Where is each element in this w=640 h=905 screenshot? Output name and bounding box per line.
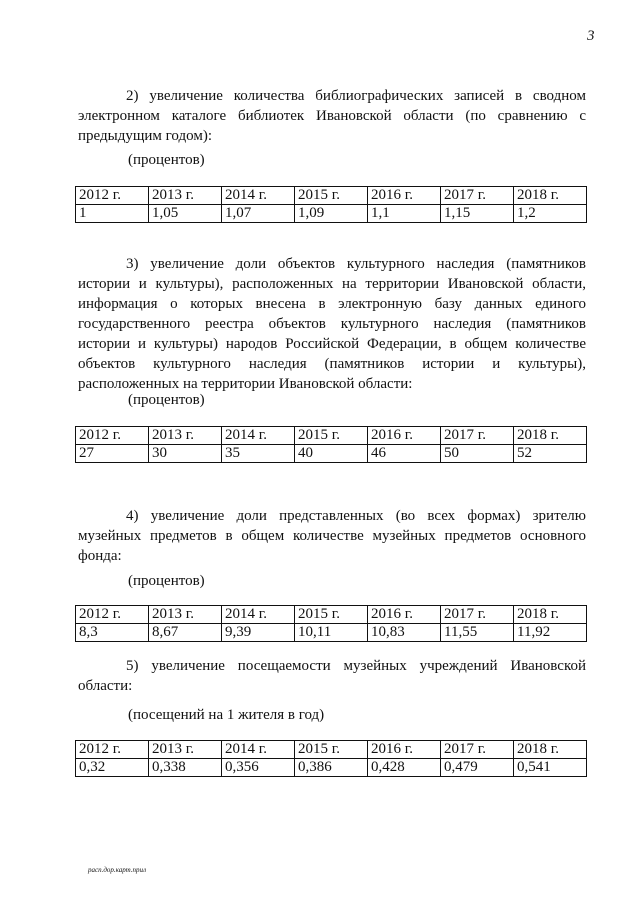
page-number: 3 <box>587 28 595 44</box>
year-cell: 2013 г. <box>149 741 222 759</box>
table-header-row <box>76 741 587 759</box>
footer-filename: расп.дор.карт.прил <box>88 866 147 874</box>
value-cell: 1 <box>76 205 149 223</box>
table-header-row <box>76 187 587 205</box>
value-cell: 11,55 <box>441 624 514 642</box>
value-cell: 10,11 <box>295 624 368 642</box>
value-cell: 0,386 <box>295 759 368 777</box>
value-cell: 35 <box>222 445 295 463</box>
year-cell: 2015 г. <box>295 606 368 624</box>
value-cell: 30 <box>149 445 222 463</box>
section-3-table <box>75 426 587 463</box>
year-cell: 2012 г. <box>76 606 149 624</box>
section-4-paragraph: 4) увеличение доли представленных (во всех формах) зрителю музейных предметов в общем количестве музейных предметов основного фонда: <box>78 508 586 564</box>
value-cell: 52 <box>514 445 587 463</box>
year-cell: 2016 г. <box>368 741 441 759</box>
value-cell: 0,32 <box>76 759 149 777</box>
section-3-text <box>78 254 586 394</box>
value-cell: 8,67 <box>149 624 222 642</box>
table-value-row <box>76 759 587 777</box>
year-cell: 2018 г. <box>514 427 587 445</box>
value-cell: 40 <box>295 445 368 463</box>
value-cell: 1,07 <box>222 205 295 223</box>
table-value-row <box>76 205 587 223</box>
value-cell: 8,3 <box>76 624 149 642</box>
value-cell: 1,15 <box>441 205 514 223</box>
year-cell: 2018 г. <box>514 187 587 205</box>
year-cell: 2012 г. <box>76 427 149 445</box>
value-cell: 27 <box>76 445 149 463</box>
year-cell: 2012 г. <box>76 187 149 205</box>
value-cell: 1,05 <box>149 205 222 223</box>
section-4-table <box>75 605 587 642</box>
value-cell: 0,541 <box>514 759 587 777</box>
section-3-paragraph: 3) увеличение доли объектов культурного наследия (памятников истории и культуры), расположенных на территории Ивановской области, информация о которых внесена в электронную базу данных единого государственного реестра объектов культурного наследия (памятников истории и культуры) народов Российской Федерации, в общем количестве объектов культурного наследия (памятников истории и культуры), расположенных на территории Ивановской области: <box>78 256 586 392</box>
table-value-row <box>76 624 587 642</box>
year-cell: 2014 г. <box>222 427 295 445</box>
year-cell: 2017 г. <box>441 741 514 759</box>
section-5-unit: (посещений на 1 жителя в год) <box>128 707 325 723</box>
value-cell: 50 <box>441 445 514 463</box>
section-2-text <box>78 86 586 146</box>
year-cell: 2013 г. <box>149 427 222 445</box>
value-cell: 0,338 <box>149 759 222 777</box>
section-5-paragraph: 5) увеличение посещаемости музейных учреждений Ивановской области: <box>78 658 586 694</box>
year-cell: 2015 г. <box>295 427 368 445</box>
year-cell: 2017 г. <box>441 606 514 624</box>
year-cell: 2014 г. <box>222 187 295 205</box>
value-cell: 11,92 <box>514 624 587 642</box>
year-cell: 2016 г. <box>368 606 441 624</box>
value-cell: 0,356 <box>222 759 295 777</box>
year-cell: 2015 г. <box>295 187 368 205</box>
table-value-row <box>76 445 587 463</box>
table-header-row <box>76 606 587 624</box>
value-cell: 0,479 <box>441 759 514 777</box>
year-cell: 2014 г. <box>222 606 295 624</box>
year-cell: 2013 г. <box>149 606 222 624</box>
section-2-paragraph: 2) увеличение количества библиографических записей в сводном электронном каталоге библиотек Ивановской области (по сравнению с предыдущим годом): <box>78 88 586 144</box>
section-4-text <box>78 506 586 566</box>
value-cell: 1,2 <box>514 205 587 223</box>
year-cell: 2018 г. <box>514 606 587 624</box>
section-5-table <box>75 740 587 777</box>
value-cell: 9,39 <box>222 624 295 642</box>
section-2-table <box>75 186 587 223</box>
value-cell: 1,1 <box>368 205 441 223</box>
value-cell: 1,09 <box>295 205 368 223</box>
section-2-unit: (процентов) <box>128 152 205 168</box>
year-cell: 2016 г. <box>368 187 441 205</box>
year-cell: 2017 г. <box>441 427 514 445</box>
year-cell: 2012 г. <box>76 741 149 759</box>
value-cell: 46 <box>368 445 441 463</box>
section-5-text <box>78 656 586 696</box>
year-cell: 2013 г. <box>149 187 222 205</box>
year-cell: 2015 г. <box>295 741 368 759</box>
table-header-row <box>76 427 587 445</box>
value-cell: 10,83 <box>368 624 441 642</box>
section-4-unit: (процентов) <box>128 573 205 589</box>
year-cell: 2016 г. <box>368 427 441 445</box>
year-cell: 2017 г. <box>441 187 514 205</box>
year-cell: 2018 г. <box>514 741 587 759</box>
value-cell: 0,428 <box>368 759 441 777</box>
section-3-unit: (процентов) <box>128 392 205 408</box>
year-cell: 2014 г. <box>222 741 295 759</box>
